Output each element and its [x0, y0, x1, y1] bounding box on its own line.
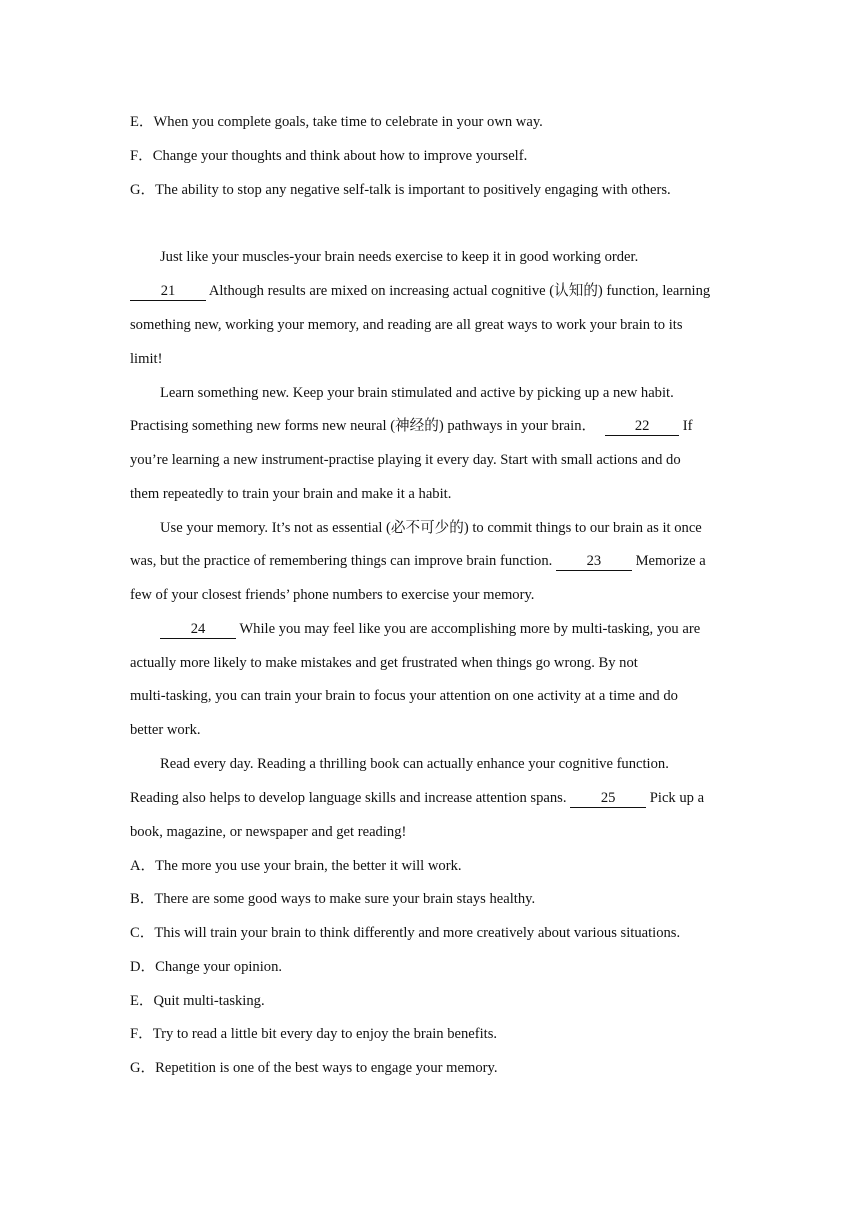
option-text: There are some good ways to make sure your brain stays healthy.: [154, 891, 536, 907]
option-text: This will train your brain to think differently and more creatively about various situations.: [154, 925, 681, 941]
answer-blank-21: 21: [130, 283, 206, 301]
answer-blank-22: 22: [605, 418, 679, 436]
option-letter: A．: [130, 858, 156, 874]
passage-text: Although results are mixed on increasing actual cognitive (认知的) function, learning: [206, 283, 711, 299]
passage-line: Just like your muscles-your brain needs exercise to keep it in good working order.: [160, 249, 639, 265]
passage-text: Practising something new forms new neural (神经的) pathways in your brain．: [130, 418, 597, 434]
option-a: [130, 856, 462, 876]
option-e: [130, 991, 265, 1011]
option-text: The ability to stop any negative self-talk is important to positively engaging with others.: [155, 182, 671, 198]
passage-line: [130, 788, 704, 808]
option-b: [130, 889, 535, 909]
passage-line: them repeatedly to train your brain and make it a habit.: [130, 486, 452, 502]
passage-text: Reading also helps to develop language skills and increase attention spans.: [130, 790, 571, 806]
answer-blank-25: 25: [570, 790, 646, 808]
option-text: The more you use your brain, the better it will work.: [155, 858, 462, 874]
passage-line: actually more likely to make mistakes and get frustrated when things go wrong. By not: [130, 655, 638, 671]
option-text: Try to read a little bit every day to enjoy the brain benefits.: [152, 1026, 498, 1042]
passage-text: While you may feel like you are accomplishing more by multi-tasking, you are: [236, 621, 701, 637]
option-letter: E．: [130, 114, 154, 130]
option-text: Quit multi-tasking.: [153, 993, 265, 1009]
option-f: [130, 1024, 497, 1044]
passage-line: [130, 551, 706, 571]
answer-blank-24: 24: [160, 621, 236, 639]
passage-text: If: [679, 418, 693, 434]
option-d: [130, 957, 282, 977]
option-text: Repetition is one of the best ways to engage your memory.: [155, 1060, 498, 1076]
option-letter: E．: [130, 993, 154, 1009]
option-text: Change your opinion.: [155, 959, 283, 975]
passage-line: limit!: [130, 351, 163, 367]
option-letter: C．: [130, 925, 155, 941]
passage-line: multi-tasking, you can train your brain to focus your attention on one activity at a time and do: [130, 688, 678, 704]
passage-line: Learn something new. Keep your brain stimulated and active by picking up a new habit.: [160, 385, 674, 401]
passage-line: Use your memory. It’s not as essential (必不可少的) to commit things to our brain as it once: [160, 520, 702, 536]
passage-line: Read every day. Reading a thrilling book can actually enhance your cognitive function.: [160, 756, 669, 772]
passage-line: [130, 281, 710, 301]
option-c: [130, 923, 680, 943]
passage-line: something new, working your memory, and reading are all great ways to work your brain to its: [130, 317, 683, 333]
answer-blank-23: 23: [556, 553, 632, 571]
passage-text: Memorize a: [631, 553, 706, 569]
option-g-prev: [130, 180, 671, 200]
passage-line: you’re learning a new instrument-practise playing it every day. Start with small actions and do: [130, 452, 681, 468]
passage-text: Pick up a: [646, 790, 705, 806]
option-text: Change your thoughts and think about how to improve yourself.: [152, 148, 528, 164]
passage-line: few of your closest friends’ phone numbers to exercise your memory.: [130, 587, 535, 603]
passage-text: was, but the practice of remembering things can improve brain function.: [130, 553, 556, 569]
passage-line: book, magazine, or newspaper and get reading!: [130, 824, 407, 840]
passage-line: better work.: [130, 722, 201, 738]
option-letter: G．: [130, 182, 156, 198]
option-text: When you complete goals, take time to celebrate in your own way.: [153, 114, 543, 130]
option-letter: G．: [130, 1060, 156, 1076]
option-letter: D．: [130, 959, 156, 975]
option-e-prev: [130, 112, 543, 132]
passage-line: [160, 619, 700, 639]
option-f-prev: [130, 146, 527, 166]
passage-line: [130, 416, 692, 436]
option-letter: F．: [130, 148, 153, 164]
option-letter: B．: [130, 891, 155, 907]
option-g: [130, 1058, 497, 1078]
option-letter: F．: [130, 1026, 153, 1042]
